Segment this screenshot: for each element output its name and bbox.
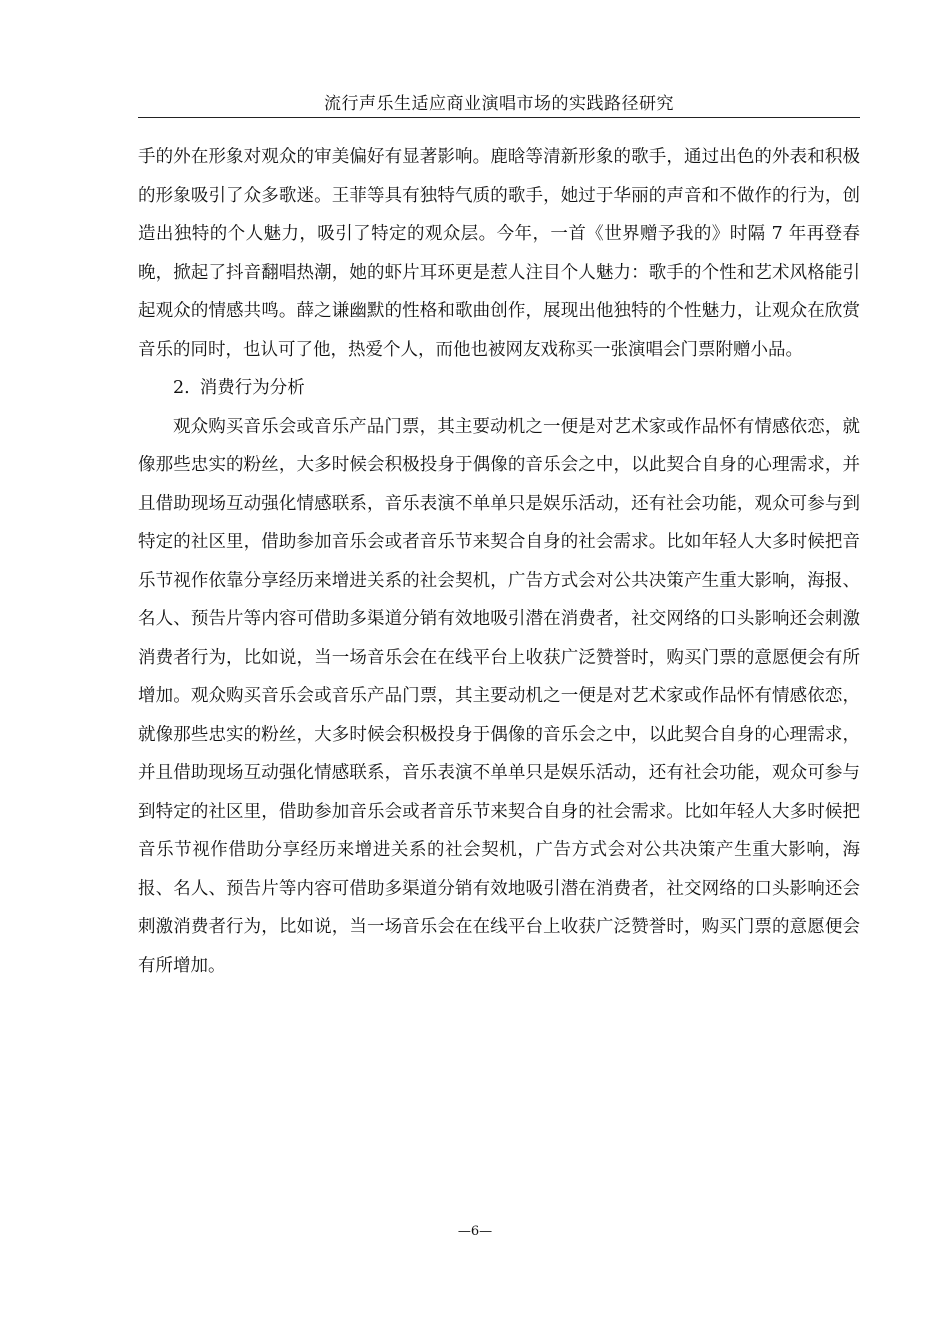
body-text: [138, 138, 860, 985]
section-heading-number: 2.: [173, 378, 190, 398]
section-heading-text: 消费行为分析: [199, 378, 305, 398]
paragraph-1: 手的外在形象对观众的审美偏好有显著影响。鹿晗等清新形象的歌手，通过出色的外表和积极的形象吸引了众多歌迷。王菲等具有独特气质的歌手，她过于华丽的声音和不做作的行为，创造出独特的个人魅力，吸引了特定的观众层。今年，一首《世界赠予我的》时隔 7 年再登春晚，掀起了抖音翻唱热潮，她的虾片耳环更是惹人注目个人魅力：歌手的个性和艺术风格能引起观众的情感共鸣。薛之谦幽默的性格和歌曲创作，展现出他独特的个性魅力，让观众在欣赏音乐的同时，也认可了他，热爱个人，而他也被网友戏称买一张演唱会门票附赠小品。: [138, 147, 860, 360]
running-header: 流行声乐生适应商业演唱市场的实践路径研究: [324, 94, 674, 114]
paragraph-2: 观众购买音乐会或音乐产品门票，其主要动机之一便是对艺术家或作品怀有情感依恋，就像那些忠实的粉丝，大多时候会积极投身于偶像的音乐会之中，以此契合自身的心理需求，并且借助现场互动强化情感联系，音乐表演不单单只是娱乐活动，还有社会功能，观众可参与到特定的社区里，借助参加音乐会或者音乐节来契合自身的社会需求。比如年轻人大多时候把音乐节视作依靠分享经历来增进关系的社会契机，广告方式会对公共决策产生重大影响，海报、名人、预告片等内容可借助多渠道分销有效地吸引潜在消费者，社交网络的口头影响还会刺激消费者行为，比如说，当一场音乐会在在线平台上收获广泛赞誉时，购买门票的意愿便会有所增加。观众购买音乐会或音乐产品门票，其主要动机之一便是对艺术家或作品怀有情感依恋，就像那些忠实的粉丝，大多时候会积极投身于偶像的音乐会之中，以此契合自身的心理需求，并且借助现场互动强化情感联系，音乐表演不单单只是娱乐活动，还有社会功能，观众可参与到特定的社区里，借助参加音乐会或者音乐节来契合自身的社会需求。比如年轻人大多时候把音乐节视作借助分享经历来增进关系的社会契机，广告方式会对公共决策产生重大影响，海报、名人、预告片等内容可借助多渠道分销有效地吸引潜在消费者，社交网络的口头影响还会刺激消费者行为，比如说，当一场音乐会在在线平台上收获广泛赞誉时，购买门票的意愿便会有所增加。: [138, 416, 860, 976]
header-rule: [138, 117, 860, 118]
section-heading: [138, 369, 860, 408]
page-number: —6—: [457, 1224, 493, 1239]
